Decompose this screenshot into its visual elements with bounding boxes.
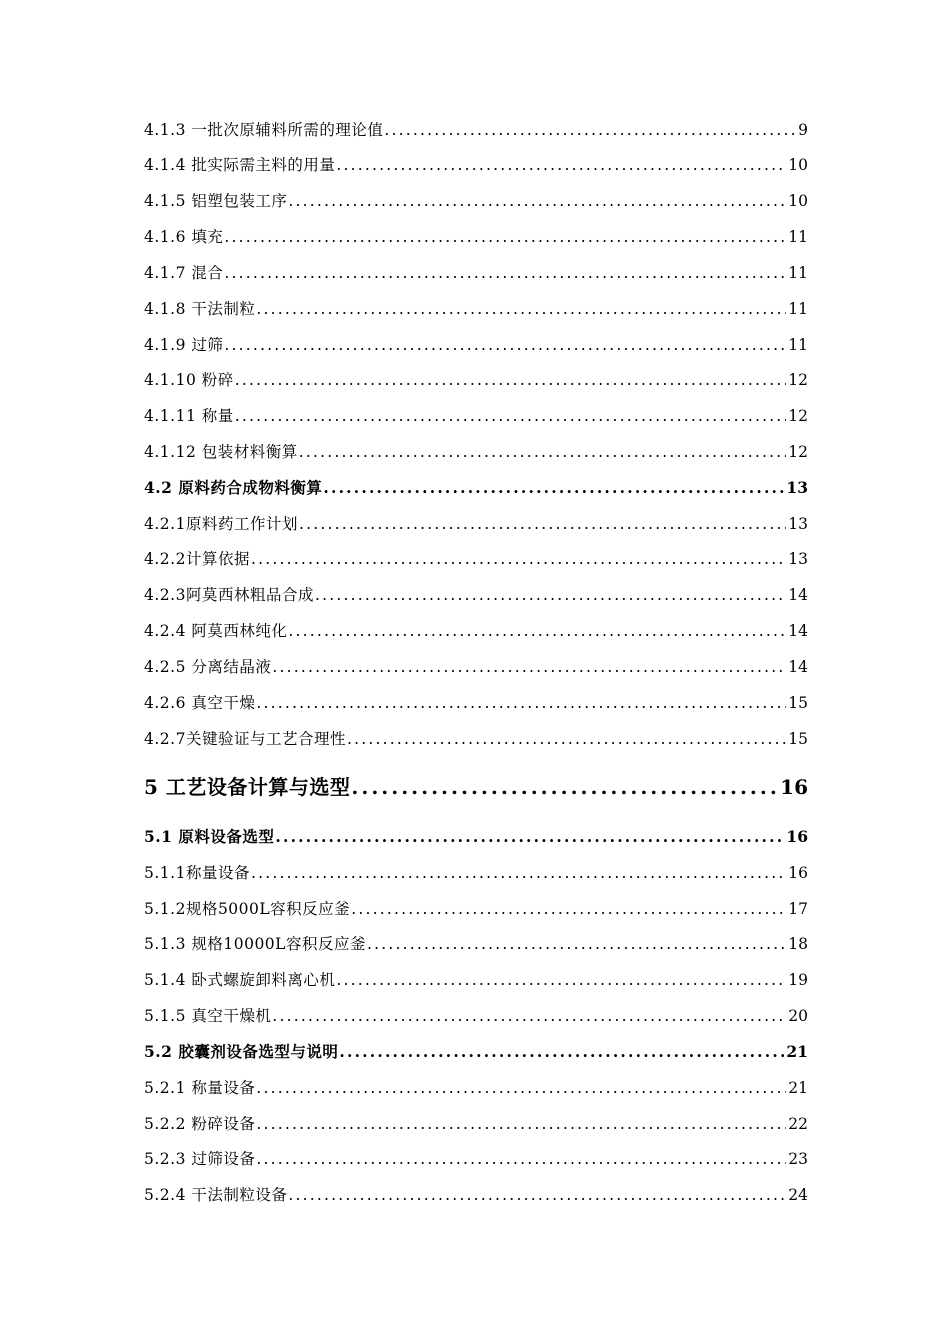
toc-entry-page: 11 (788, 300, 808, 318)
toc-entry-page: 12 (788, 407, 808, 425)
toc-entry-page: 19 (788, 971, 808, 989)
toc-entry-label: 5.1.5 真空干燥机 (144, 1007, 272, 1025)
toc-entry-page: 21 (788, 1079, 808, 1097)
toc-entry[interactable] (144, 227, 808, 247)
toc-entry-page: 14 (788, 586, 808, 604)
toc-entry-page: 22 (788, 1115, 808, 1133)
toc-entry[interactable] (144, 621, 808, 641)
toc-section-entry[interactable] (144, 1042, 808, 1062)
toc-entry-label: 4.2.2计算依据 (144, 550, 250, 568)
dot-leader (235, 370, 787, 390)
toc-entry-label: 4.2.7关键验证与工艺合理性 (144, 730, 346, 748)
toc-entry[interactable] (144, 693, 808, 713)
toc-entry-page: 18 (788, 935, 808, 953)
toc-entry[interactable] (144, 657, 808, 677)
toc-entry-page: 12 (788, 443, 808, 461)
toc-entry-label: 5 工艺设备计算与选型 (144, 775, 351, 799)
toc-entry-label: 5.1.1称量设备 (144, 864, 250, 882)
toc-entry-label: 5.1.3 规格10000L容积反应釜 (144, 935, 366, 953)
toc-entry-label: 5.1.4 卧式螺旋卸料离心机 (144, 971, 336, 989)
dot-leader (384, 120, 796, 140)
toc-entry[interactable] (144, 442, 808, 462)
toc-entry-label: 5.2 胶囊剂设备选型与说明 (144, 1042, 339, 1061)
toc-entry-label: 5.1 原料设备选型 (144, 827, 275, 846)
toc-entry-page: 14 (788, 622, 808, 640)
toc-entry[interactable] (144, 514, 808, 534)
dot-leader (224, 263, 786, 283)
toc-entry[interactable] (144, 863, 808, 883)
toc-entry[interactable] (144, 120, 808, 140)
toc-chapter-entry[interactable] (144, 774, 808, 800)
toc-entry[interactable] (144, 585, 808, 605)
toc-entry[interactable] (144, 549, 808, 569)
dot-leader (351, 899, 786, 919)
toc-entry-label: 4.1.11 称量 (144, 407, 234, 425)
toc-entry[interactable] (144, 1078, 808, 1098)
toc-entry-page: 13 (788, 515, 808, 533)
toc-entry-page: 10 (788, 156, 808, 174)
toc-entry-page: 15 (788, 730, 808, 748)
toc-entry-page: 9 (798, 121, 808, 139)
dot-leader (351, 774, 778, 800)
toc-entry-page: 14 (788, 658, 808, 676)
dot-leader (288, 191, 786, 211)
toc-entry-page: 13 (788, 550, 808, 568)
toc-entry-label: 5.2.3 过筛设备 (144, 1150, 256, 1168)
toc-entry[interactable] (144, 406, 808, 426)
toc-entry-label: 4.2.4 阿莫西林纯化 (144, 622, 288, 640)
toc-entry-label: 4.2.3阿莫西林粗品合成 (144, 586, 314, 604)
dot-leader (367, 934, 786, 954)
toc-entry-label: 5.1.2规格5000L容积反应釜 (144, 900, 351, 918)
dot-leader (251, 863, 786, 883)
toc-section-entry[interactable] (144, 478, 808, 498)
dot-leader (315, 585, 786, 605)
toc-entry[interactable] (144, 370, 808, 390)
dot-leader (251, 549, 786, 569)
dot-leader (288, 1185, 786, 1205)
dot-leader (347, 729, 786, 749)
toc-entry-page: 12 (788, 371, 808, 389)
toc-entry[interactable] (144, 1006, 808, 1026)
toc-entry-label: 4.1.10 粉碎 (144, 371, 234, 389)
toc-entry-page: 11 (788, 228, 808, 246)
toc-entry-label: 4.2 原料药合成物料衡算 (144, 478, 323, 497)
toc-entry[interactable] (144, 335, 808, 355)
toc-entry-label: 4.2.6 真空干燥 (144, 694, 256, 712)
dot-leader (256, 1114, 786, 1134)
dot-leader (299, 442, 787, 462)
dot-leader (339, 1042, 784, 1062)
toc-section-entry[interactable] (144, 827, 808, 847)
toc-entry-page: 17 (788, 900, 808, 918)
toc-entry[interactable] (144, 934, 808, 954)
dot-leader (256, 299, 786, 319)
toc-entry[interactable] (144, 263, 808, 283)
toc-entry-label: 4.1.5 铝塑包装工序 (144, 192, 288, 210)
toc-entry[interactable] (144, 1114, 808, 1134)
dot-leader (288, 621, 786, 641)
dot-leader (336, 970, 786, 990)
toc-entry-page: 10 (788, 192, 808, 210)
toc-entry[interactable] (144, 1149, 808, 1169)
dot-leader (235, 406, 787, 426)
toc-entry-label: 5.2.1 称量设备 (144, 1079, 256, 1097)
toc-entry[interactable] (144, 155, 808, 175)
toc-entry-page: 16 (788, 864, 808, 882)
toc-entry-label: 4.1.6 填充 (144, 228, 224, 246)
dot-leader (336, 155, 786, 175)
toc-entry-page: 16 (780, 775, 808, 799)
toc-entry-page: 11 (788, 336, 808, 354)
toc-entry-label: 5.2.4 干法制粒设备 (144, 1186, 288, 1204)
toc-entry-label: 4.1.8 干法制粒 (144, 300, 256, 318)
dot-leader (323, 478, 784, 498)
toc-entry-page: 24 (788, 1186, 808, 1204)
toc-entry-label: 4.2.5 分离结晶液 (144, 658, 272, 676)
toc-entry-page: 21 (786, 1042, 808, 1061)
toc-entry-page: 23 (788, 1150, 808, 1168)
toc-entry-page: 11 (788, 264, 808, 282)
dot-leader (256, 1149, 786, 1169)
toc-entry-page: 15 (788, 694, 808, 712)
dot-leader (272, 1006, 786, 1026)
dot-leader (299, 514, 786, 534)
toc-entry-label: 5.2.2 粉碎设备 (144, 1115, 256, 1133)
dot-leader (272, 657, 786, 677)
toc-entry-label: 4.1.12 包装材料衡算 (144, 443, 298, 461)
toc-entry-page: 16 (786, 827, 808, 846)
toc-entry-label: 4.1.7 混合 (144, 264, 224, 282)
toc-entry-label: 4.1.3 一批次原辅料所需的理论值 (144, 121, 384, 139)
dot-leader (275, 827, 784, 847)
toc-entry[interactable] (144, 1185, 808, 1205)
toc-entry[interactable] (144, 729, 808, 749)
dot-leader (224, 227, 786, 247)
dot-leader (256, 1078, 786, 1098)
toc-entry-page: 20 (788, 1007, 808, 1025)
toc-entry-label: 4.2.1原料药工作计划 (144, 515, 298, 533)
toc-entry[interactable] (144, 191, 808, 211)
toc-entry-page: 13 (786, 478, 808, 497)
toc-entry[interactable] (144, 970, 808, 990)
dot-leader (224, 335, 786, 355)
toc-entry[interactable] (144, 299, 808, 319)
toc-entry[interactable] (144, 899, 808, 919)
dot-leader (256, 693, 786, 713)
toc-entry-label: 4.1.4 批实际需主料的用量 (144, 156, 336, 174)
toc-entry-label: 4.1.9 过筛 (144, 336, 224, 354)
